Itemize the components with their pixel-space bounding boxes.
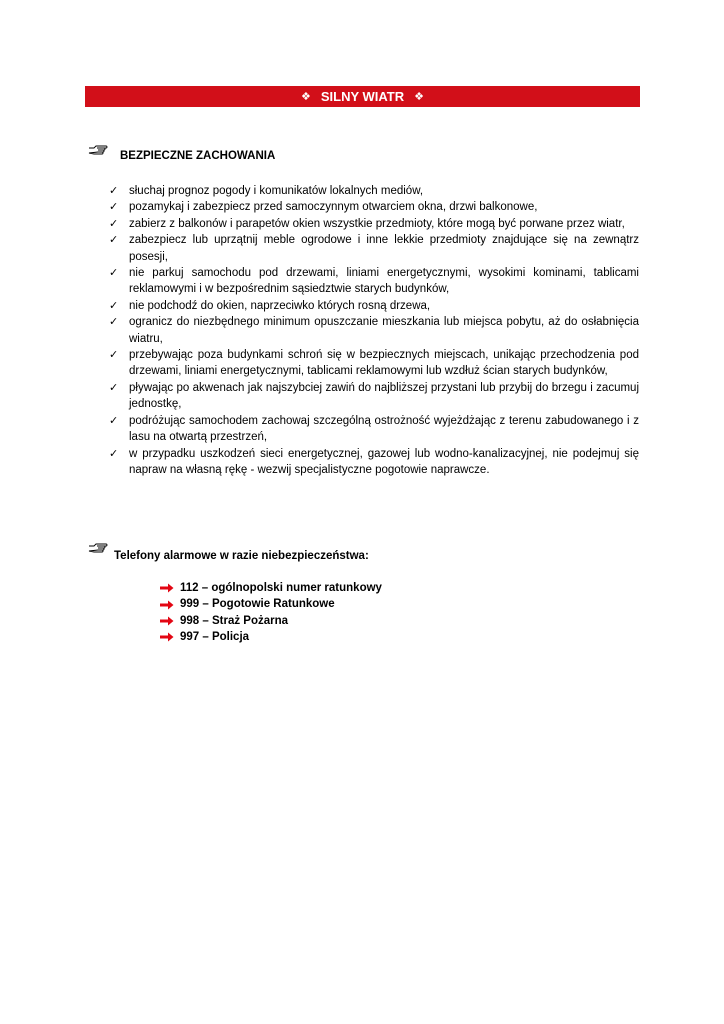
checkmark-icon: ✓ — [109, 217, 119, 230]
list-item: 112 – ogólnopolski numer ratunkowy — [160, 580, 382, 596]
arrow-right-icon — [160, 632, 174, 642]
checkmark-icon: ✓ — [109, 349, 119, 362]
list-item: 998 – Straż Pożarna — [160, 613, 382, 629]
diamond-icon: ❖ — [300, 91, 311, 103]
list-item: ✓ pływając po akwenach jak najszybciej zawiń do najbliższej przystani lub przybij do brzegu i zacumuj jednostkę, — [109, 381, 639, 411]
emergency-heading-row — [88, 546, 369, 562]
page-title: SILNY WIATR — [320, 89, 405, 104]
checkmark-icon: ✓ — [109, 414, 119, 427]
list-item: ✓ nie podchodź do okien, naprzeciwko których rosną drzewa, — [109, 298, 639, 314]
list-item: ✓ zabezpiecz lub uprzątnij meble ogrodowe i inne lekkie przedmioty znajdujące się na zewnątrz posesji, — [109, 234, 639, 263]
checkmark-icon: ✓ — [109, 316, 119, 329]
list-item: ✓ podróżując samochodem zachowaj szczególną ostrożność wyjeżdżając z terenu zabudowanego i z lasu na otwartą przestrzeń, — [109, 414, 639, 444]
list-item: ✓ ogranicz do niezbędnego minimum opuszczanie mieszkania lub miejsca pobytu, aż do osłabnięcia wiatru, — [109, 316, 639, 345]
checkmark-icon: ✓ — [109, 381, 119, 394]
pointing-hand-icon — [88, 142, 108, 156]
checkmark-icon: ✓ — [109, 185, 119, 197]
pointing-hand-icon — [88, 540, 108, 554]
list-item: ✓ nie parkuj samochodu pod drzewami, liniami energetycznymi, wysokimi kominami, tablicami reklamowymi i w bezpośrednim sąsiedztwie starych budynków, — [109, 267, 639, 296]
checkmark-icon: ✓ — [109, 267, 119, 280]
list-item: ✓ w przypadku uszkodzeń sieci energetycznej, gazowej lub wodno-kanalizacyjnej, nie podejmuj się napraw na własną rękę - wezwij specjalistyczne pogotowie naprawcze. — [109, 447, 639, 476]
list-item: ✓ pozamykaj i zabezpiecz przed samoczynnym otwarciem okna, drzwi balkonowe, — [109, 199, 639, 215]
emergency-numbers-list — [160, 580, 382, 646]
diamond-icon: ❖ — [414, 91, 425, 103]
list-item: ✓ słuchaj prognoz pogody i komunikatów lokalnych mediów, — [109, 183, 639, 199]
emergency-heading: Telefony alarmowe w razie niebezpieczeństwa: — [114, 550, 369, 562]
checkmark-icon: ✓ — [109, 234, 119, 247]
checkmark-icon: ✓ — [109, 447, 119, 460]
list-item: ✓ zabierz z balkonów i parapetów okien wszystkie przedmioty, które mogą być porwane przez wiatr, — [109, 216, 639, 232]
list-item: ✓ przebywając poza budynkami schroń się w bezpiecznych miejscach, unikając przechodzenia pod drzewami, liniami energetycznymi, tablicami reklamowymi lub wzdłuż ścian starych budynków, — [109, 349, 639, 378]
arrow-right-icon — [160, 583, 174, 593]
title-banner — [85, 86, 640, 107]
safe-behaviour-heading-row — [88, 148, 275, 162]
arrow-right-icon — [160, 600, 174, 610]
safety-checklist — [109, 183, 639, 478]
safe-behaviour-heading: BEZPIECZNE ZACHOWANIA — [120, 150, 276, 162]
arrow-right-icon — [160, 616, 174, 626]
list-item: 999 – Pogotowie Ratunkowe — [160, 596, 382, 612]
checkmark-icon: ✓ — [109, 201, 119, 214]
checkmark-icon: ✓ — [109, 299, 119, 312]
list-item: 997 – Policja — [160, 629, 382, 645]
